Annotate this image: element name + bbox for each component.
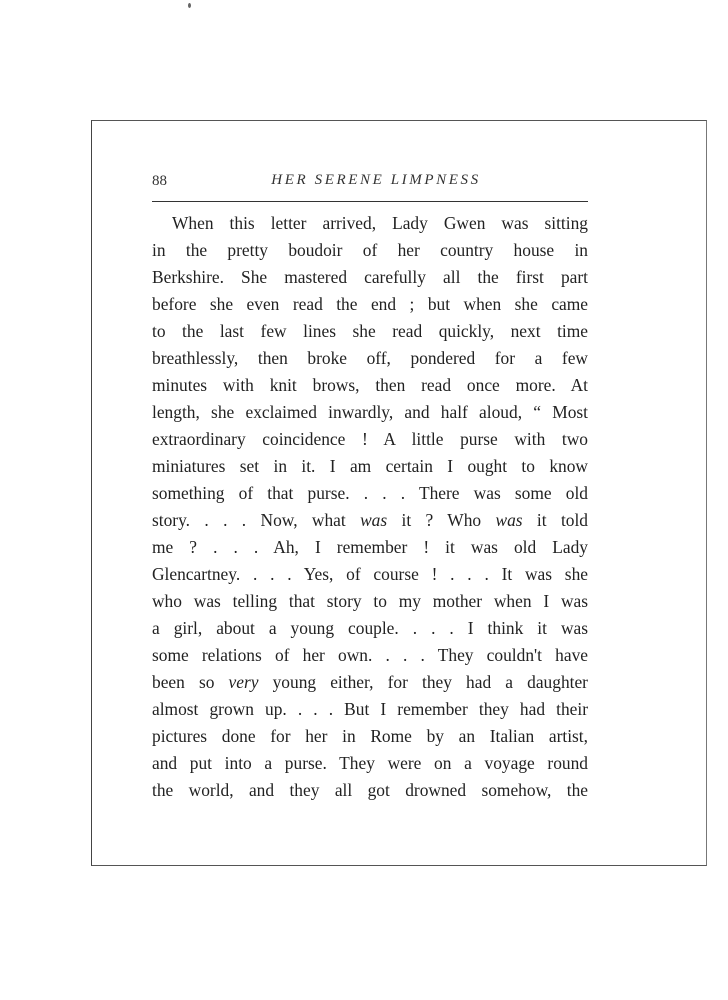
emphasis: was [360,510,388,530]
running-title: HER SERENE LIMPNESS [271,172,481,188]
text-line: Glencartney. . . . Yes, of course ! . . . It was she [152,564,588,584]
text-line: a girl, about a young couple. . . . I think it was [152,618,588,638]
running-head [152,170,588,194]
text-line: length, she exclaimed inwardly, and half aloud, “ Most [152,402,588,422]
text-line: some relations of her own. . . . They couldn't have [152,645,588,665]
text-line: almost grown up. . . . But I remember they had their [152,699,588,719]
text-line: minutes with knit brows, then read once more. At [152,375,588,395]
text-line: in the pretty boudoir of her country house in [152,240,588,260]
text-line: miniatures set in it. I am certain I ought to know [152,456,588,476]
text-line: When this letter arrived, Lady Gwen was sitting [172,213,588,233]
text-line: to the last few lines she read quickly, next time [152,321,588,341]
text-line: been so very young either, for they had a daughter [152,672,588,692]
header-rule [152,201,588,202]
emphasis: was [495,510,523,530]
text-line: breathlessly, then broke off, pondered for a few [152,348,588,368]
text-line: me ? . . . Ah, I remember ! it was old Lady [152,537,588,557]
body-text [152,210,588,804]
emphasis: very [228,672,259,692]
page-number: 88 [152,173,167,189]
text-line: extraordinary coincidence ! A little purse with two [152,429,588,449]
text-line: and put into a purse. They were on a voyage round [152,753,588,773]
text-line: story. . . . Now, what was it ? Who was it told [152,510,588,530]
text-line: something of that purse. . . . There was some old [152,483,588,503]
text-line: pictures done for her in Rome by an Italian artist, [152,726,588,746]
text-line: Berkshire. She mastered carefully all the first part [152,267,588,287]
text-line: who was telling that story to my mother when I was [152,591,588,611]
ink-speck [188,3,191,8]
text-line: the world, and they all got drowned somehow, the [152,780,588,800]
text-line: before she even read the end ; but when she came [152,294,588,314]
